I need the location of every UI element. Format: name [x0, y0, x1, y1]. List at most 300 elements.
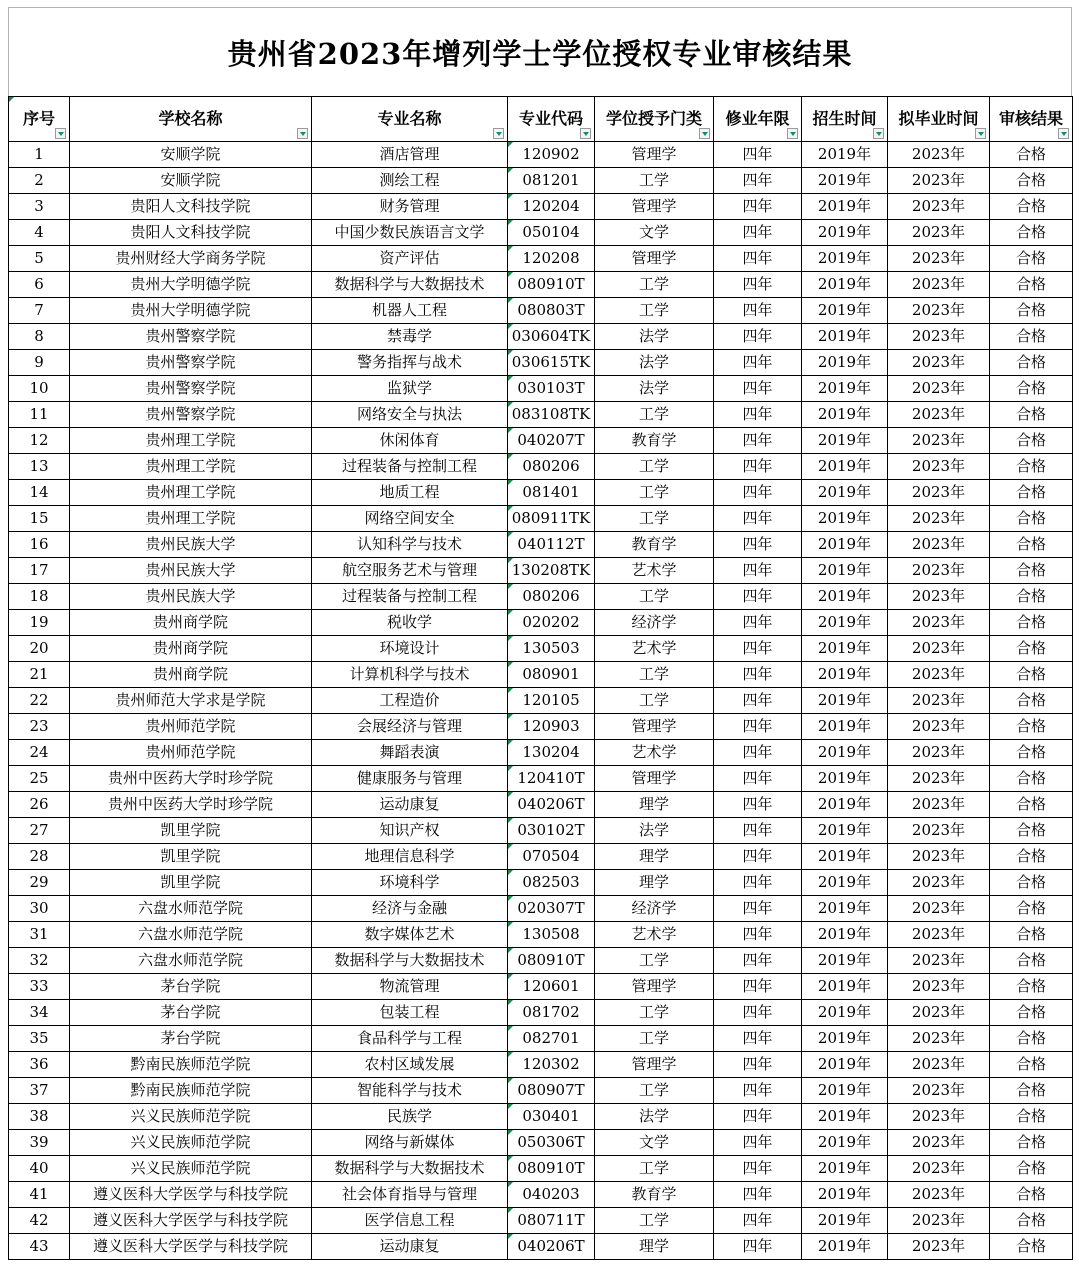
cell-degree-category[interactable]: 工学 — [595, 584, 714, 610]
cell-code[interactable]: 082701 — [508, 1026, 595, 1052]
cell-index[interactable]: 9 — [9, 350, 70, 376]
cell-school[interactable]: 贵州民族大学 — [70, 584, 312, 610]
cell-degree-category[interactable]: 法学 — [595, 350, 714, 376]
cell-index[interactable]: 43 — [9, 1234, 70, 1260]
cell-major[interactable]: 农村区域发展 — [312, 1052, 508, 1078]
cell-degree-category[interactable]: 工学 — [595, 1208, 714, 1234]
cell-enroll-time[interactable]: 2019年 — [802, 454, 888, 480]
filter-dropdown-icon[interactable] — [55, 128, 66, 139]
cell-code[interactable]: 080901 — [508, 662, 595, 688]
cell-duration[interactable]: 四年 — [714, 818, 802, 844]
cell-duration[interactable]: 四年 — [714, 766, 802, 792]
cell-degree-category[interactable]: 工学 — [595, 298, 714, 324]
cell-major[interactable]: 数据科学与大数据技术 — [312, 272, 508, 298]
cell-major[interactable]: 医学信息工程 — [312, 1208, 508, 1234]
cell-graduation-time[interactable]: 2023年 — [888, 402, 990, 428]
cell-major[interactable]: 认知科学与技术 — [312, 532, 508, 558]
cell-duration[interactable]: 四年 — [714, 584, 802, 610]
cell-index[interactable]: 42 — [9, 1208, 70, 1234]
cell-duration[interactable]: 四年 — [714, 350, 802, 376]
cell-index[interactable]: 23 — [9, 714, 70, 740]
cell-major[interactable]: 数字媒体艺术 — [312, 922, 508, 948]
cell-index[interactable]: 17 — [9, 558, 70, 584]
cell-major[interactable]: 测绘工程 — [312, 168, 508, 194]
cell-duration[interactable]: 四年 — [714, 1156, 802, 1182]
cell-degree-category[interactable]: 理学 — [595, 792, 714, 818]
cell-code[interactable]: 080910T — [508, 272, 595, 298]
cell-enroll-time[interactable]: 2019年 — [802, 168, 888, 194]
cell-result[interactable]: 合格 — [990, 298, 1073, 324]
cell-result[interactable]: 合格 — [990, 766, 1073, 792]
cell-duration[interactable]: 四年 — [714, 246, 802, 272]
cell-index[interactable]: 38 — [9, 1104, 70, 1130]
cell-duration[interactable]: 四年 — [714, 506, 802, 532]
cell-enroll-time[interactable]: 2019年 — [802, 870, 888, 896]
cell-duration[interactable]: 四年 — [714, 1000, 802, 1026]
cell-major[interactable]: 机器人工程 — [312, 298, 508, 324]
cell-code[interactable]: 040112T — [508, 532, 595, 558]
cell-school[interactable]: 贵州理工学院 — [70, 506, 312, 532]
cell-major[interactable]: 环境科学 — [312, 870, 508, 896]
cell-duration[interactable]: 四年 — [714, 480, 802, 506]
cell-major[interactable]: 警务指挥与战术 — [312, 350, 508, 376]
cell-result[interactable]: 合格 — [990, 948, 1073, 974]
cell-code[interactable]: 050306T — [508, 1130, 595, 1156]
cell-major[interactable]: 休闲体育 — [312, 428, 508, 454]
cell-result[interactable]: 合格 — [990, 974, 1073, 1000]
cell-graduation-time[interactable]: 2023年 — [888, 714, 990, 740]
cell-result[interactable]: 合格 — [990, 1234, 1073, 1260]
cell-major[interactable]: 社会体育指导与管理 — [312, 1182, 508, 1208]
cell-graduation-time[interactable]: 2023年 — [888, 1078, 990, 1104]
cell-duration[interactable]: 四年 — [714, 1052, 802, 1078]
cell-duration[interactable]: 四年 — [714, 896, 802, 922]
cell-code[interactable]: 082503 — [508, 870, 595, 896]
cell-duration[interactable]: 四年 — [714, 662, 802, 688]
cell-result[interactable]: 合格 — [990, 480, 1073, 506]
cell-enroll-time[interactable]: 2019年 — [802, 402, 888, 428]
cell-graduation-time[interactable]: 2023年 — [888, 896, 990, 922]
cell-duration[interactable]: 四年 — [714, 220, 802, 246]
cell-degree-category[interactable]: 工学 — [595, 480, 714, 506]
cell-code[interactable]: 083108TK — [508, 402, 595, 428]
cell-school[interactable]: 遵义医科大学医学与科技学院 — [70, 1182, 312, 1208]
cell-degree-category[interactable]: 工学 — [595, 168, 714, 194]
cell-school[interactable]: 贵州中医药大学时珍学院 — [70, 792, 312, 818]
cell-code[interactable]: 120204 — [508, 194, 595, 220]
cell-major[interactable]: 网络安全与执法 — [312, 402, 508, 428]
filter-dropdown-icon[interactable] — [297, 128, 308, 139]
cell-degree-category[interactable]: 教育学 — [595, 1182, 714, 1208]
cell-index[interactable]: 34 — [9, 1000, 70, 1026]
cell-code[interactable]: 120601 — [508, 974, 595, 1000]
cell-school[interactable]: 六盘水师范学院 — [70, 948, 312, 974]
filter-dropdown-icon[interactable] — [1058, 128, 1069, 139]
cell-degree-category[interactable]: 经济学 — [595, 610, 714, 636]
filter-dropdown-icon[interactable] — [699, 128, 710, 139]
cell-major[interactable]: 过程装备与控制工程 — [312, 584, 508, 610]
cell-major[interactable]: 物流管理 — [312, 974, 508, 1000]
cell-enroll-time[interactable]: 2019年 — [802, 662, 888, 688]
cell-index[interactable]: 8 — [9, 324, 70, 350]
cell-degree-category[interactable]: 管理学 — [595, 1052, 714, 1078]
filter-dropdown-icon[interactable] — [493, 128, 504, 139]
cell-degree-category[interactable]: 法学 — [595, 1104, 714, 1130]
cell-index[interactable]: 28 — [9, 844, 70, 870]
cell-school[interactable]: 黔南民族师范学院 — [70, 1052, 312, 1078]
cell-index[interactable]: 12 — [9, 428, 70, 454]
cell-school[interactable]: 兴义民族师范学院 — [70, 1104, 312, 1130]
cell-major[interactable]: 航空服务艺术与管理 — [312, 558, 508, 584]
cell-graduation-time[interactable]: 2023年 — [888, 298, 990, 324]
cell-index[interactable]: 19 — [9, 610, 70, 636]
cell-enroll-time[interactable]: 2019年 — [802, 480, 888, 506]
filter-dropdown-icon[interactable] — [975, 128, 986, 139]
cell-index[interactable]: 31 — [9, 922, 70, 948]
cell-duration[interactable]: 四年 — [714, 610, 802, 636]
cell-graduation-time[interactable]: 2023年 — [888, 220, 990, 246]
filter-dropdown-icon[interactable] — [873, 128, 884, 139]
cell-result[interactable]: 合格 — [990, 402, 1073, 428]
cell-index[interactable]: 27 — [9, 818, 70, 844]
cell-duration[interactable]: 四年 — [714, 974, 802, 1000]
cell-code[interactable]: 120105 — [508, 688, 595, 714]
cell-degree-category[interactable]: 工学 — [595, 688, 714, 714]
cell-graduation-time[interactable]: 2023年 — [888, 480, 990, 506]
cell-major[interactable]: 民族学 — [312, 1104, 508, 1130]
cell-duration[interactable]: 四年 — [714, 1234, 802, 1260]
cell-graduation-time[interactable]: 2023年 — [888, 454, 990, 480]
cell-duration[interactable]: 四年 — [714, 272, 802, 298]
cell-index[interactable]: 35 — [9, 1026, 70, 1052]
cell-degree-category[interactable]: 理学 — [595, 844, 714, 870]
cell-major[interactable]: 税收学 — [312, 610, 508, 636]
cell-graduation-time[interactable]: 2023年 — [888, 688, 990, 714]
cell-degree-category[interactable]: 教育学 — [595, 428, 714, 454]
cell-code[interactable]: 040206T — [508, 1234, 595, 1260]
cell-duration[interactable]: 四年 — [714, 922, 802, 948]
cell-result[interactable]: 合格 — [990, 246, 1073, 272]
cell-enroll-time[interactable]: 2019年 — [802, 376, 888, 402]
cell-degree-category[interactable]: 法学 — [595, 324, 714, 350]
cell-index[interactable]: 1 — [9, 142, 70, 168]
cell-graduation-time[interactable]: 2023年 — [888, 1052, 990, 1078]
cell-degree-category[interactable]: 管理学 — [595, 246, 714, 272]
cell-duration[interactable]: 四年 — [714, 870, 802, 896]
cell-major[interactable]: 数据科学与大数据技术 — [312, 1156, 508, 1182]
cell-result[interactable]: 合格 — [990, 1130, 1073, 1156]
cell-degree-category[interactable]: 文学 — [595, 1130, 714, 1156]
cell-graduation-time[interactable]: 2023年 — [888, 636, 990, 662]
cell-major[interactable]: 舞蹈表演 — [312, 740, 508, 766]
cell-index[interactable]: 36 — [9, 1052, 70, 1078]
cell-duration[interactable]: 四年 — [714, 1026, 802, 1052]
cell-result[interactable]: 合格 — [990, 792, 1073, 818]
cell-major[interactable]: 财务管理 — [312, 194, 508, 220]
cell-enroll-time[interactable]: 2019年 — [802, 792, 888, 818]
cell-result[interactable]: 合格 — [990, 454, 1073, 480]
cell-code[interactable]: 070504 — [508, 844, 595, 870]
cell-duration[interactable]: 四年 — [714, 1208, 802, 1234]
cell-code[interactable]: 020202 — [508, 610, 595, 636]
cell-enroll-time[interactable]: 2019年 — [802, 896, 888, 922]
cell-school[interactable]: 凯里学院 — [70, 818, 312, 844]
cell-duration[interactable]: 四年 — [714, 532, 802, 558]
cell-graduation-time[interactable]: 2023年 — [888, 428, 990, 454]
cell-graduation-time[interactable]: 2023年 — [888, 376, 990, 402]
cell-graduation-time[interactable]: 2023年 — [888, 558, 990, 584]
cell-index[interactable]: 16 — [9, 532, 70, 558]
cell-index[interactable]: 30 — [9, 896, 70, 922]
cell-major[interactable]: 会展经济与管理 — [312, 714, 508, 740]
cell-degree-category[interactable]: 管理学 — [595, 142, 714, 168]
cell-enroll-time[interactable]: 2019年 — [802, 324, 888, 350]
cell-index[interactable]: 6 — [9, 272, 70, 298]
cell-result[interactable]: 合格 — [990, 506, 1073, 532]
cell-enroll-time[interactable]: 2019年 — [802, 844, 888, 870]
cell-duration[interactable]: 四年 — [714, 1130, 802, 1156]
cell-degree-category[interactable]: 经济学 — [595, 896, 714, 922]
cell-code[interactable]: 080911TK — [508, 506, 595, 532]
cell-graduation-time[interactable]: 2023年 — [888, 1104, 990, 1130]
cell-degree-category[interactable]: 工学 — [595, 662, 714, 688]
cell-school[interactable]: 贵州警察学院 — [70, 350, 312, 376]
cell-index[interactable]: 13 — [9, 454, 70, 480]
cell-school[interactable]: 遵义医科大学医学与科技学院 — [70, 1234, 312, 1260]
cell-result[interactable]: 合格 — [990, 324, 1073, 350]
cell-index[interactable]: 14 — [9, 480, 70, 506]
cell-code[interactable]: 081702 — [508, 1000, 595, 1026]
cell-graduation-time[interactable]: 2023年 — [888, 1026, 990, 1052]
cell-school[interactable]: 贵州理工学院 — [70, 454, 312, 480]
cell-enroll-time[interactable]: 2019年 — [802, 558, 888, 584]
cell-index[interactable]: 10 — [9, 376, 70, 402]
cell-code[interactable]: 120902 — [508, 142, 595, 168]
cell-major[interactable]: 健康服务与管理 — [312, 766, 508, 792]
filter-dropdown-icon[interactable] — [787, 128, 798, 139]
cell-graduation-time[interactable]: 2023年 — [888, 1000, 990, 1026]
cell-duration[interactable]: 四年 — [714, 194, 802, 220]
cell-graduation-time[interactable]: 2023年 — [888, 324, 990, 350]
cell-enroll-time[interactable]: 2019年 — [802, 272, 888, 298]
cell-major[interactable]: 禁毒学 — [312, 324, 508, 350]
cell-degree-category[interactable]: 艺术学 — [595, 558, 714, 584]
cell-school[interactable]: 贵州民族大学 — [70, 532, 312, 558]
cell-school[interactable]: 贵州大学明德学院 — [70, 298, 312, 324]
cell-index[interactable]: 4 — [9, 220, 70, 246]
cell-enroll-time[interactable]: 2019年 — [802, 246, 888, 272]
cell-index[interactable]: 3 — [9, 194, 70, 220]
cell-result[interactable]: 合格 — [990, 1000, 1073, 1026]
cell-index[interactable]: 40 — [9, 1156, 70, 1182]
cell-major[interactable]: 经济与金融 — [312, 896, 508, 922]
cell-enroll-time[interactable]: 2019年 — [802, 1026, 888, 1052]
cell-duration[interactable]: 四年 — [714, 558, 802, 584]
cell-result[interactable]: 合格 — [990, 1104, 1073, 1130]
cell-result[interactable]: 合格 — [990, 194, 1073, 220]
cell-result[interactable]: 合格 — [990, 1052, 1073, 1078]
cell-degree-category[interactable]: 管理学 — [595, 974, 714, 1000]
cell-enroll-time[interactable]: 2019年 — [802, 1130, 888, 1156]
cell-degree-category[interactable]: 工学 — [595, 272, 714, 298]
cell-code[interactable]: 080711T — [508, 1208, 595, 1234]
cell-graduation-time[interactable]: 2023年 — [888, 792, 990, 818]
cell-duration[interactable]: 四年 — [714, 142, 802, 168]
cell-school[interactable]: 贵州商学院 — [70, 610, 312, 636]
cell-code[interactable]: 040203 — [508, 1182, 595, 1208]
cell-enroll-time[interactable]: 2019年 — [802, 610, 888, 636]
cell-enroll-time[interactable]: 2019年 — [802, 688, 888, 714]
cell-graduation-time[interactable]: 2023年 — [888, 1234, 990, 1260]
cell-index[interactable]: 20 — [9, 636, 70, 662]
cell-graduation-time[interactable]: 2023年 — [888, 1130, 990, 1156]
cell-result[interactable]: 合格 — [990, 272, 1073, 298]
cell-school[interactable]: 贵州商学院 — [70, 662, 312, 688]
cell-code[interactable]: 081201 — [508, 168, 595, 194]
cell-graduation-time[interactable]: 2023年 — [888, 272, 990, 298]
cell-code[interactable]: 130503 — [508, 636, 595, 662]
cell-major[interactable]: 知识产权 — [312, 818, 508, 844]
cell-major[interactable]: 包装工程 — [312, 1000, 508, 1026]
cell-enroll-time[interactable]: 2019年 — [802, 1104, 888, 1130]
cell-graduation-time[interactable]: 2023年 — [888, 610, 990, 636]
cell-major[interactable]: 地质工程 — [312, 480, 508, 506]
cell-graduation-time[interactable]: 2023年 — [888, 350, 990, 376]
cell-code[interactable]: 050104 — [508, 220, 595, 246]
cell-school[interactable]: 茅台学院 — [70, 1000, 312, 1026]
cell-major[interactable]: 网络与新媒体 — [312, 1130, 508, 1156]
cell-result[interactable]: 合格 — [990, 896, 1073, 922]
cell-index[interactable]: 39 — [9, 1130, 70, 1156]
cell-major[interactable]: 酒店管理 — [312, 142, 508, 168]
cell-code[interactable]: 120410T — [508, 766, 595, 792]
cell-index[interactable]: 5 — [9, 246, 70, 272]
cell-result[interactable]: 合格 — [990, 142, 1073, 168]
cell-school[interactable]: 贵阳人文科技学院 — [70, 194, 312, 220]
cell-degree-category[interactable]: 法学 — [595, 818, 714, 844]
cell-degree-category[interactable]: 工学 — [595, 506, 714, 532]
cell-enroll-time[interactable]: 2019年 — [802, 584, 888, 610]
cell-major[interactable]: 地理信息科学 — [312, 844, 508, 870]
cell-school[interactable]: 贵州警察学院 — [70, 324, 312, 350]
cell-school[interactable]: 贵州财经大学商务学院 — [70, 246, 312, 272]
cell-degree-category[interactable]: 教育学 — [595, 532, 714, 558]
cell-major[interactable]: 运动康复 — [312, 792, 508, 818]
cell-school[interactable]: 贵州师范学院 — [70, 714, 312, 740]
cell-major[interactable]: 计算机科学与技术 — [312, 662, 508, 688]
cell-graduation-time[interactable]: 2023年 — [888, 142, 990, 168]
cell-enroll-time[interactable]: 2019年 — [802, 532, 888, 558]
cell-enroll-time[interactable]: 2019年 — [802, 298, 888, 324]
cell-duration[interactable]: 四年 — [714, 324, 802, 350]
cell-code[interactable]: 030401 — [508, 1104, 595, 1130]
cell-school[interactable]: 贵州大学明德学院 — [70, 272, 312, 298]
cell-index[interactable]: 21 — [9, 662, 70, 688]
cell-index[interactable]: 37 — [9, 1078, 70, 1104]
cell-result[interactable]: 合格 — [990, 610, 1073, 636]
cell-school[interactable]: 安顺学院 — [70, 142, 312, 168]
cell-duration[interactable]: 四年 — [714, 948, 802, 974]
filter-dropdown-icon[interactable] — [580, 128, 591, 139]
cell-duration[interactable]: 四年 — [714, 636, 802, 662]
cell-duration[interactable]: 四年 — [714, 792, 802, 818]
cell-school[interactable]: 贵州商学院 — [70, 636, 312, 662]
cell-graduation-time[interactable]: 2023年 — [888, 818, 990, 844]
cell-school[interactable]: 贵州中医药大学时珍学院 — [70, 766, 312, 792]
cell-index[interactable]: 29 — [9, 870, 70, 896]
cell-code[interactable]: 120903 — [508, 714, 595, 740]
cell-code[interactable]: 040206T — [508, 792, 595, 818]
cell-result[interactable]: 合格 — [990, 636, 1073, 662]
cell-code[interactable]: 030103T — [508, 376, 595, 402]
cell-degree-category[interactable]: 理学 — [595, 1234, 714, 1260]
cell-school[interactable]: 茅台学院 — [70, 974, 312, 1000]
cell-degree-category[interactable]: 艺术学 — [595, 636, 714, 662]
cell-enroll-time[interactable]: 2019年 — [802, 714, 888, 740]
cell-degree-category[interactable]: 工学 — [595, 1000, 714, 1026]
cell-code[interactable]: 130508 — [508, 922, 595, 948]
cell-code[interactable]: 080910T — [508, 948, 595, 974]
cell-major[interactable]: 中国少数民族语言文学 — [312, 220, 508, 246]
cell-code[interactable]: 040207T — [508, 428, 595, 454]
cell-code[interactable]: 130208TK — [508, 558, 595, 584]
cell-index[interactable]: 32 — [9, 948, 70, 974]
cell-degree-category[interactable]: 工学 — [595, 454, 714, 480]
cell-duration[interactable]: 四年 — [714, 844, 802, 870]
cell-code[interactable]: 080803T — [508, 298, 595, 324]
cell-major[interactable]: 工程造价 — [312, 688, 508, 714]
cell-graduation-time[interactable]: 2023年 — [888, 1156, 990, 1182]
cell-major[interactable]: 资产评估 — [312, 246, 508, 272]
cell-result[interactable]: 合格 — [990, 376, 1073, 402]
cell-degree-category[interactable]: 工学 — [595, 1156, 714, 1182]
cell-code[interactable]: 030615TK — [508, 350, 595, 376]
cell-major[interactable]: 过程装备与控制工程 — [312, 454, 508, 480]
cell-result[interactable]: 合格 — [990, 558, 1073, 584]
cell-enroll-time[interactable]: 2019年 — [802, 974, 888, 1000]
cell-school[interactable]: 黔南民族师范学院 — [70, 1078, 312, 1104]
cell-degree-category[interactable]: 法学 — [595, 376, 714, 402]
cell-enroll-time[interactable]: 2019年 — [802, 922, 888, 948]
cell-school[interactable]: 贵州警察学院 — [70, 402, 312, 428]
cell-result[interactable]: 合格 — [990, 1182, 1073, 1208]
cell-duration[interactable]: 四年 — [714, 1078, 802, 1104]
cell-index[interactable]: 7 — [9, 298, 70, 324]
cell-code[interactable]: 020307T — [508, 896, 595, 922]
cell-major[interactable]: 运动康复 — [312, 1234, 508, 1260]
cell-index[interactable]: 11 — [9, 402, 70, 428]
cell-enroll-time[interactable]: 2019年 — [802, 428, 888, 454]
cell-index[interactable]: 22 — [9, 688, 70, 714]
cell-code[interactable]: 080907T — [508, 1078, 595, 1104]
cell-graduation-time[interactable]: 2023年 — [888, 740, 990, 766]
cell-school[interactable]: 安顺学院 — [70, 168, 312, 194]
cell-enroll-time[interactable]: 2019年 — [802, 766, 888, 792]
cell-major[interactable]: 监狱学 — [312, 376, 508, 402]
cell-duration[interactable]: 四年 — [714, 1182, 802, 1208]
cell-duration[interactable]: 四年 — [714, 714, 802, 740]
cell-degree-category[interactable]: 管理学 — [595, 766, 714, 792]
cell-code[interactable]: 080206 — [508, 584, 595, 610]
cell-school[interactable]: 六盘水师范学院 — [70, 922, 312, 948]
cell-degree-category[interactable]: 工学 — [595, 948, 714, 974]
cell-school[interactable]: 贵州理工学院 — [70, 428, 312, 454]
cell-code[interactable]: 080910T — [508, 1156, 595, 1182]
cell-enroll-time[interactable]: 2019年 — [802, 350, 888, 376]
cell-duration[interactable]: 四年 — [714, 402, 802, 428]
cell-duration[interactable]: 四年 — [714, 298, 802, 324]
cell-degree-category[interactable]: 艺术学 — [595, 740, 714, 766]
